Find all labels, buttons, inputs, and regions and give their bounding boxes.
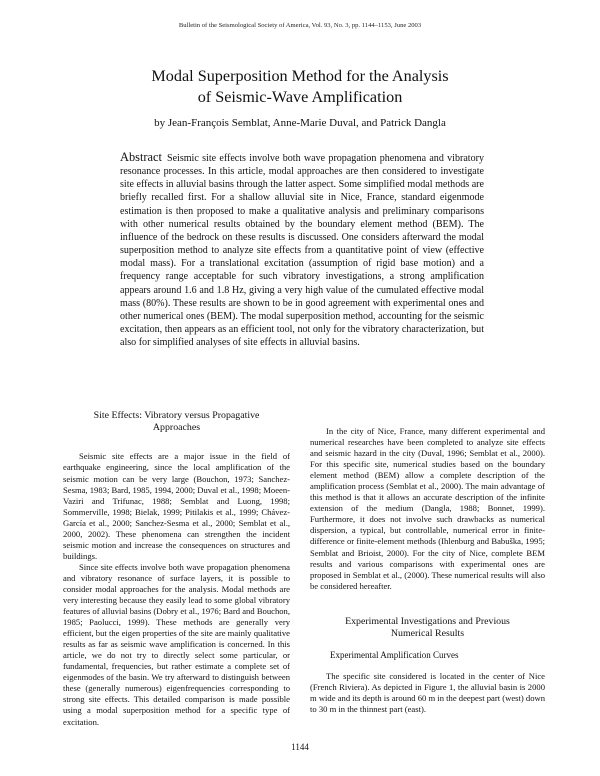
title-line-1: Modal Superposition Method for the Analysis	[151, 67, 449, 85]
abstract-text: Seismic site effects involve both wave propagation phenomena and vibratory resonance processes. In this article, modal approaches are then considered to investigate site effects in alluvial basins through the latter aspect. Some simplified modal methods are briefly recalled first. For a shallow alluvial site in Nice, France, standard eigenmode estimation is then proposed to make a qualitative analysis and preliminary comparisons with other numerical results obtained by the boundary element method (BEM). The influence of the bedrock on these results is discussed. One considers afterward the modal superposition method to analyze site effects from a quantitative point of view (effective modal mass). For a translational excitation (assumption of rigid base motion) and a frequency range acceptable for such vibratory investigations, a strong amplification appears around 1.6 and 1.8 Hz, giving a very high value of the cumulated effective modal mass (80%). These results are shown to be in good agreement with experimental ones and other numerical ones (BEM). The modal superposition method, accounting for the seismic excitation, then appears as an efficient tool, not only for the vibratory characterization, but also for simplified analyses of site effects in alluvial basins.	[120, 153, 484, 349]
section-heading-line-1: Site Effects: Vibratory versus Propagative	[93, 410, 260, 421]
abstract-label: Abstract	[120, 150, 162, 164]
section-heading-line-2: Numerical Results	[390, 627, 465, 639]
paragraph: Seismic site effects are a major issue in the field of earthquake engineering, since the local amplification of the seismic motion can be very large (Bouchon, 1973; Sanchez-Sesma, 1983; Bard, 1985, 1994, 2000; Duval et al., 1998; Moeen-Vaziri and Trifunac, 1988; Semblat and Luong, 1998; Sommerville, 1998; Bielak, 1999; Pitilakis et al., 1999; Chávez-García et al., 2000; Sanchez-Sesma et al., 2000; Semblat et al., 2000, 2002). These phenomena can strengthen the incident seismic motion and increase the consequences on structures and buildings.	[63, 451, 290, 561]
author-line: by Jean-François Semblat, Anne-Marie Duval, and Patrick Dangla	[154, 117, 446, 129]
running-head: Bulletin of the Seismological Society of America, Vol. 93, No. 3, pp. 1144–1153, June 2003	[178, 22, 422, 29]
section-heading-experimental	[310, 616, 545, 640]
paragraph: Since site effects involve both wave propagation phenomena and vibratory resonance of surface layers, it is possible to consider modal approaches for the analysis. Modal methods are very interesting because they easily lead to some global vibratory features of alluvial basins (Dobry et al., 1976; Bard and Bouchon, 1985; Paolucci, 1999). These methods are generally very efficient, but the eigen properties of the site are mainly qualitative results as far as seismic wave amplification is concerned. In this article, we do not try to directly select some particular, or fundamental, frequencies, but rather estimate a complete set of eigenmodes of the basin. We try afterward to distinguish between these (generally numerous) eigenfrequencies corresponding to strong site effects. This detailed comparison is made possible using a modal superposition method for a specific type of excitation.	[63, 561, 290, 727]
paragraph: The specific site considered is located in the center of Nice (French Riviera). As depicted in Figure 1, the alluvial basin is 2000 m wide and its depth is around 60 m in the deepest part (west) down to 30 m in the thinnest part (east).	[310, 671, 545, 715]
paragraph: In the city of Nice, France, many different experimental and numerical researches have been completed to analyze site effects and seismic hazard in the city (Duval, 1996; Semblat et al., 2000). For this specific site, numerical studies based on the boundary element method (BEM) allow a complete description of the amplification process (Semblat et al., 2000). The main advantage of this method is that it allows an accurate description of the infinite extension of the medium (Dangla, 1988; Bonnet, 1999). Furthermore, it does not involve such drawbacks as numerical dispersion, a typical, but controllable, numerical error in finite-difference or finite-element methods (Ihlenburg and Babuška, 1995; Semblat and Brioist, 2000). For the city of Nice, complete BEM results and various comparisons with experimental ones are proposed in Semblat et al., (2000). These numerical results will also be considered hereafter.	[310, 426, 545, 591]
section-heading-line-1: Experimental Investigations and Previous	[345, 615, 510, 627]
abstract	[120, 151, 484, 349]
section-heading-site-effects	[63, 410, 290, 434]
article-title	[60, 66, 540, 108]
title-line-2: of Seismic-Wave Amplification	[197, 88, 403, 106]
section-heading-line-2: Approaches	[152, 422, 201, 434]
right-column	[310, 426, 545, 715]
subsection-heading: Experimental Amplification Curves	[330, 650, 459, 661]
page-number: 1144	[291, 742, 309, 752]
left-column	[63, 410, 290, 728]
